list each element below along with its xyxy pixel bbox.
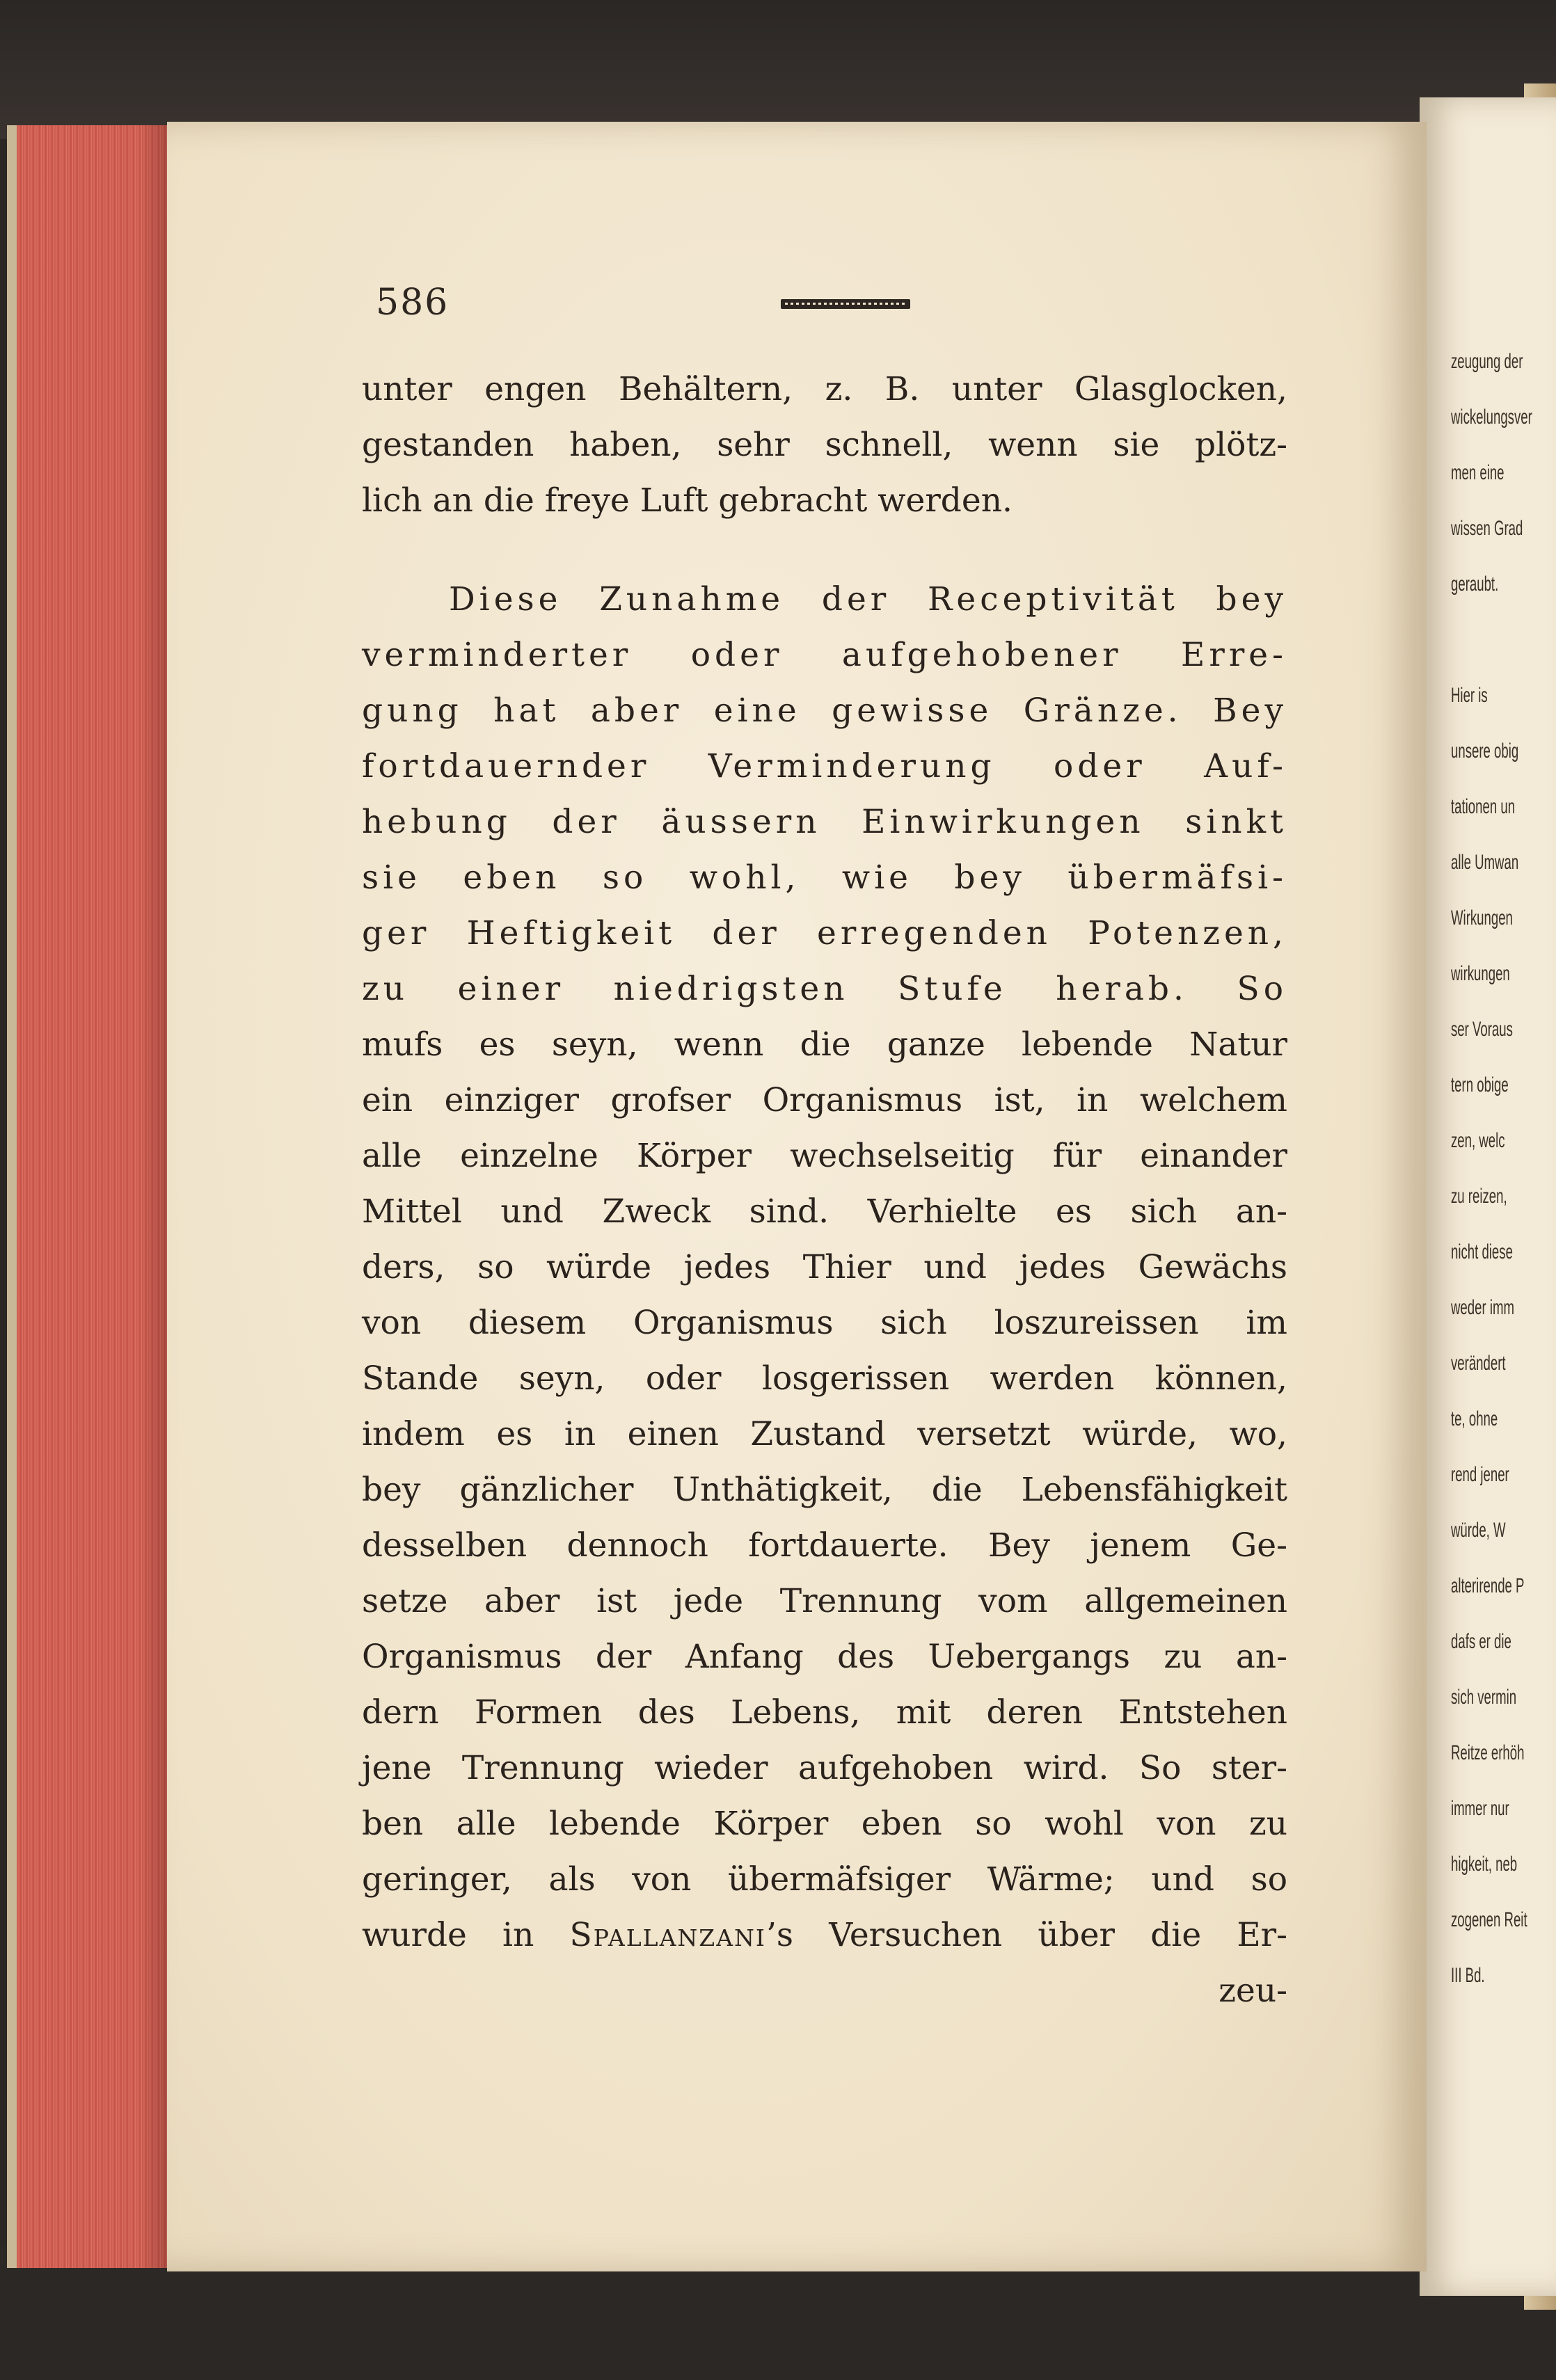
text-line: desselben dennoch fortdauerte. Bey jenem Ge- [362, 1526, 1287, 1565]
catchword: zeu- [1218, 1972, 1287, 2010]
facing-line: immer nur [1451, 1797, 1509, 1820]
text-fragment: wurde in [362, 1916, 570, 1954]
text-line: zu einer niedrigsten Stufe herab. So [362, 970, 1287, 1008]
text-line: gung hat aber eine gewisse Gränze. Bey [362, 692, 1287, 730]
text-line: ger Heftigkeit der erregenden Potenzen, [362, 914, 1287, 952]
text-line: sie eben so wohl, wie bey übermäfsi- [362, 858, 1287, 897]
facing-line: Hier is [1451, 684, 1488, 707]
facing-line: geraubt. [1451, 573, 1499, 596]
facing-line: tern obige [1451, 1073, 1509, 1096]
facing-line: sich vermin [1451, 1686, 1517, 1709]
text-line: Diese Zunahme der Receptivität bey [449, 580, 1287, 618]
text-line: ein einziger grofser Organismus ist, in welchem [362, 1081, 1287, 1119]
text-line: verminderter oder aufgehobener Erre- [362, 636, 1287, 674]
facing-line: III Bd. [1451, 1964, 1485, 1987]
facing-line: rend jener [1451, 1463, 1509, 1486]
text-line: Mittel und Zweck sind. Verhielte es sich an- [362, 1192, 1287, 1231]
body-text [362, 362, 1287, 2019]
text-line: hebung der äussern Einwirkungen sinkt [362, 803, 1287, 841]
facing-line: nicht diese [1451, 1240, 1513, 1263]
text-line: ders, so würde jedes Thier und jedes Gewächs [362, 1248, 1287, 1286]
text-fragment: ’s Versuchen über die Er- [765, 1916, 1287, 1954]
text-line: bey gänzlicher Unthätigkeit, die Lebensfähigkeit [362, 1471, 1287, 1509]
text-line: unter engen Behältern, z. B. unter Glasglocken, [362, 370, 1287, 408]
facing-line: würde, W [1451, 1519, 1506, 1542]
facing-page-text [1451, 334, 1555, 2004]
text-line: indem es in einen Zustand versetzt würde, wo, [362, 1415, 1287, 1453]
text-line-with-name [362, 1908, 1287, 1963]
text-line: gestanden haben, sehr schnell, wenn sie plötz- [362, 426, 1287, 464]
facing-line: Wirkungen [1451, 907, 1513, 929]
facing-line: men eine [1451, 461, 1505, 484]
facing-line: unsere obig [1451, 740, 1519, 762]
facing-line: zen, welc [1451, 1129, 1505, 1152]
facing-line: higkeit, neb [1451, 1853, 1518, 1876]
facing-line: zu reizen, [1451, 1185, 1507, 1208]
facing-line: wissen Grad [1451, 517, 1523, 540]
author-name-small-caps: Spallanzani [569, 1916, 766, 1954]
text-line: dern Formen des Lebens, mit deren Entstehen [362, 1693, 1287, 1732]
page-edges-shadow [139, 125, 167, 2268]
paragraph-gap [362, 529, 1287, 572]
facing-line: verändert [1451, 1352, 1506, 1375]
facing-line: wickelungsver [1451, 406, 1532, 429]
facing-line: ser Voraus [1451, 1018, 1513, 1041]
text-line: von diesem Organismus sich loszureissen im [362, 1304, 1287, 1342]
text-line: jene Trennung wieder aufgehoben wird. So ster- [362, 1749, 1287, 1787]
text-line: Organismus der Anfang des Uebergangs zu an- [362, 1638, 1287, 1676]
backdrop-top [0, 0, 1556, 139]
facing-line: wirkungen [1451, 962, 1510, 985]
facing-line: te, ohne [1451, 1407, 1498, 1430]
text-line: ben alle lebende Körper eben so wohl von zu [362, 1805, 1287, 1843]
header-ornament-rule [781, 299, 910, 309]
text-line: alle einzelne Körper wechselseitig für einander [362, 1137, 1287, 1175]
facing-line: Reitze erhöh [1451, 1741, 1525, 1764]
text-line: fortdauernder Verminderung oder Auf- [362, 747, 1287, 785]
text-line: lich an die freye Luft gebracht werden. [362, 481, 1013, 520]
facing-line: alle Umwan [1451, 851, 1519, 874]
text-line: Stande seyn, oder losgerissen werden können, [362, 1359, 1287, 1398]
page-number: 586 [376, 282, 450, 324]
facing-line: alterirende P [1451, 1574, 1525, 1597]
text-line: geringer, als von übermäfsiger Wärme; und so [362, 1860, 1287, 1899]
facing-line: tationen un [1451, 795, 1516, 818]
facing-line: zogenen Reit [1451, 1908, 1527, 1931]
facing-line: weder imm [1451, 1296, 1514, 1319]
text-line: setze aber ist jede Trennung vom allgemeinen [362, 1582, 1287, 1620]
facing-line: zeugung der [1451, 350, 1523, 373]
facing-line: dafs er die [1451, 1630, 1511, 1653]
text-line: mufs es seyn, wenn die ganze lebende Natur [362, 1025, 1287, 1064]
